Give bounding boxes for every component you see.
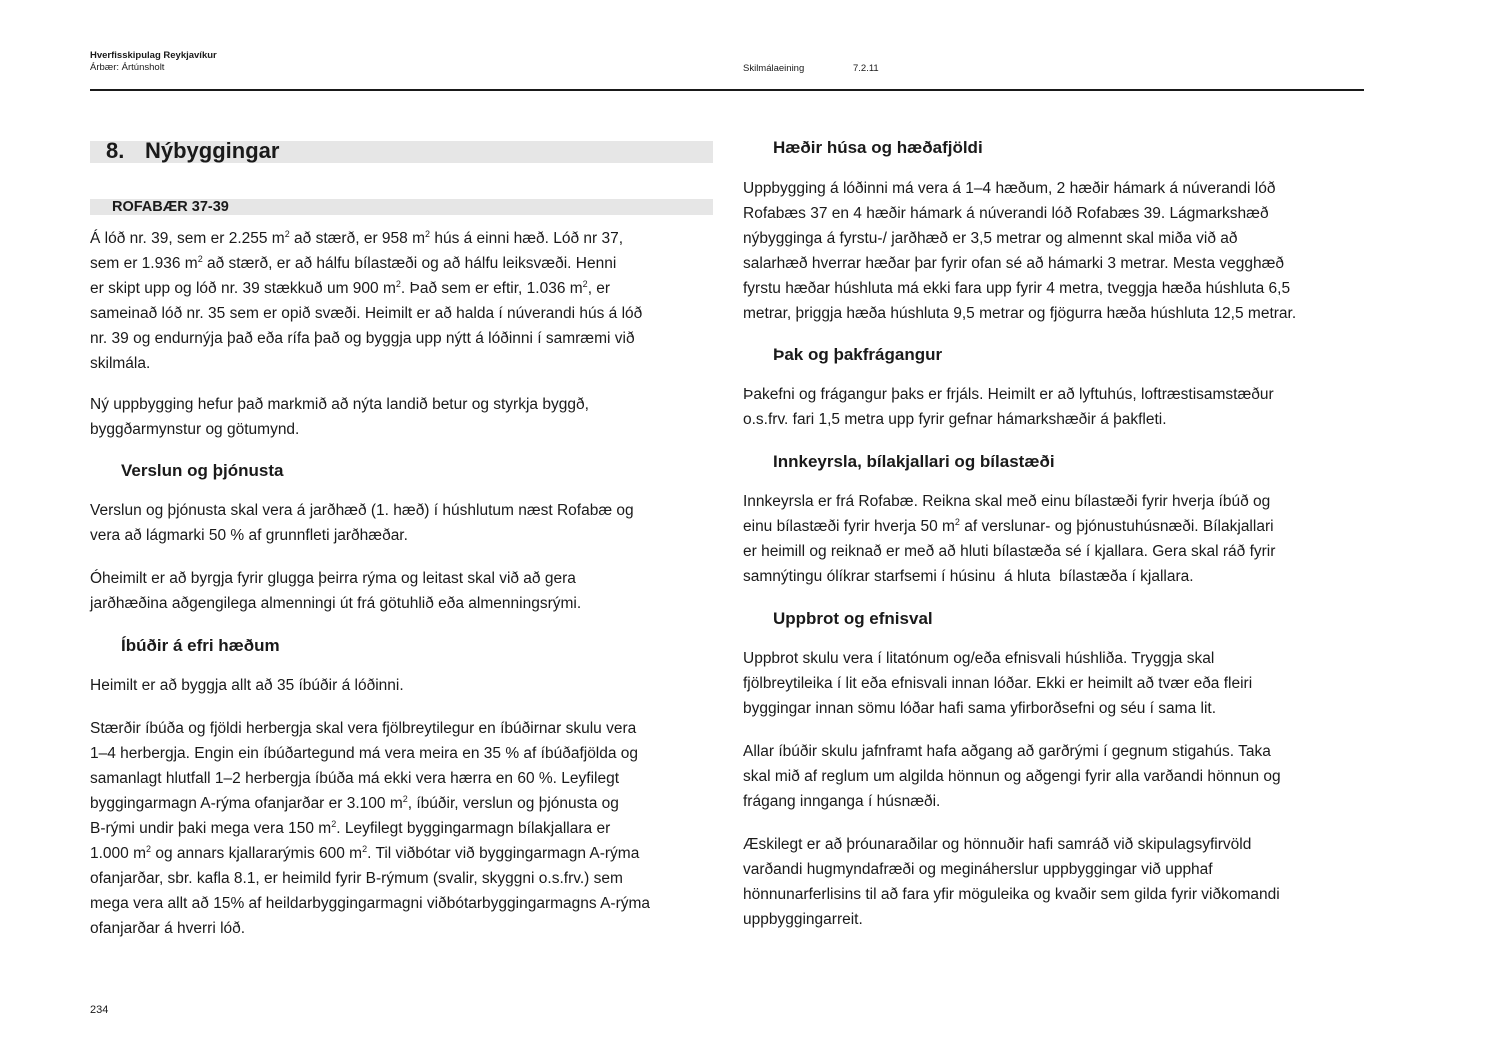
text-line: 1.000 $m^2$ og annars kjallararýmis 600 $m^2$. Til viðbótar við byggingarmagn A-rýma [90,844,640,862]
text-line: byggingar innan sömu lóðar hafi sama yfirborðsefni og séu í sama lit. [743,700,1216,717]
text-line: metrar, þriggja hæða húshluta 9,5 metrar og fjögurra hæða húshluta 12,5 metrar. [743,305,1297,322]
text-line: Þakefni og frágangur þaks er frjáls. Heimilt er að lyftuhús, loftræstisamstæður [743,386,1274,403]
text-line: nýbygginga á fyrstu-/ jarðhæð er 3,5 metrar og almennt skal miða við að [743,230,1238,247]
text-line: er skipt upp og lóð nr. 39 stækkuð um 900 $m^2$. Það sem er eftir, 1.036 $m^2$, er [90,279,611,297]
text-line: skal mið af reglum um algilda hönnun og aðgengi fyrir alla varðandi hönnun og [743,768,1281,785]
heading-parking: Innkeyrsla, bílakjallari og bílastæði [773,452,1055,471]
text-line: Óheimilt er að byrgja fyrir glugga þeirra rýma og leitast skal við að gera [90,570,576,587]
paragraph-parking [743,489,1275,589]
paragraph-apartments-2 [90,716,650,941]
site-heading: ROFABÆR 37-39 [112,199,229,215]
text-line: fjölbreytileika í lit eða efnisvali innan lóðar. Ekki er heimilt að tvær eða fleiri [743,675,1253,692]
text-line: jarðhæðina aðgengilega almenningi út frá götuhlið eða almenningsrými. [90,595,582,612]
text-line: uppbyggingarreit. [743,911,863,928]
text-line: Rofabæs 37 en 4 hæðir hámark á núverandi lóð Rofabæs 39. Lágmarkshæð [743,205,1269,222]
paragraph-intro-1 [90,226,642,376]
text-line: byggingarmagn A-rýma ofanjarðar er 3.100 $m^2$, íbúðir, verslun og þjónusta og [90,794,619,812]
text-line: Æskilegt er að þróunaraðilar og hönnuðir hafi samráð við skipulagsyfirvöld [743,836,1252,853]
text-line: Innkeyrsla er frá Rofabæ. Reikna skal með einu bílastæði fyrir hverja íbúð og [743,493,1271,510]
heading-materials: Uppbrot og efnisval [773,609,933,628]
text-line: einu bílastæði fyrir hverja 50 $m^2$ af verslunar- og þjónustuhúsnæði. Bílakjallari [743,517,1274,535]
section-label: Skilmálaeining [743,63,805,74]
text-line: ofanjarðar á hverri lóð. [90,920,246,937]
section-code: 7.2.11 [853,63,879,74]
text-line: skilmála. [90,355,151,372]
paragraph-commerce-1 [90,498,634,548]
text-line: B-rými undir þaki mega vera 150 $m^2$. Leyfilegt byggingarmagn bílakjallara er [90,819,611,837]
heading-roof: Þak og þakfrágangur [773,345,943,364]
text-line: byggðarmynstur og götumynd. [90,421,300,438]
text-line: Stærðir íbúða og fjöldi herbergja skal vera fjölbreytilegur en íbúðirnar skulu vera [90,720,637,737]
text-line: mega vera allt að 15% af heildarbyggingarmagni viðbótarbyggingarmagns A-rýma [90,895,651,912]
header-divider [90,89,1364,91]
page-number: 234 [90,1004,109,1016]
heading-commerce: Verslun og þjónusta [121,461,284,480]
text-line: frágang innganga í húsnæði. [743,793,941,810]
paragraph-apartments-1 [90,673,404,698]
text-line: Á lóð nr. 39, sem er 2.255 $m^2$ að stærð, er 958 $m^2$ hús á einni hæð. Lóð nr 37, [90,229,624,247]
paragraph-heights [743,176,1296,326]
document-header [90,50,217,74]
text-line: o.s.frv. fari 1,5 metra upp fyrir gefnar hámarkshæðir á þakfleti. [743,411,1167,428]
paragraph-materials-3 [743,832,1280,932]
text-line: Verslun og þjónusta skal vera á jarðhæð (1. hæð) í húshlutum næst Rofabæ og [90,502,634,519]
text-line: Ný uppbygging hefur það markmið að nýta landið betur og styrkja byggð, [90,396,589,413]
text-line: Uppbrot skulu vera í litatónum og/eða efnisvali húshliða. Tryggja skal [743,650,1215,667]
text-line: Heimilt er að byggja allt að 35 íbúðir á lóðinni. [90,677,404,694]
text-line: ofanjarðar, sbr. kafla 8.1, er heimild fyrir B-rýmum (svalir, skyggni o.s.frv.) sem [90,870,623,887]
heading-apartments: Íbúðir á efri hæðum [121,636,280,655]
text-line: salarhæð hverrar hæðar þar fyrir ofan sé að hámarki 3 metrar. Mesta vegghæð [743,255,1285,272]
text-line: sameinað lóð nr. 35 sem er opið svæði. Heimilt er að halda í núverandi hús á lóð [90,305,643,322]
paragraph-commerce-2 [90,566,581,616]
chapter-heading [106,137,279,165]
text-line: vera að lágmarki 50 % af grunnfleti jarðhæðar. [90,527,408,544]
text-line: 1–4 herbergja. Engin ein íbúðartegund má vera meira en 35 % af íbúðafjölda og [90,745,639,762]
text-line: varðandi hugmyndafræði og megináherslur uppbyggingar við upphaf [743,861,1213,878]
text-line: nr. 39 og endurnýja það eða rífa það og byggja upp nýtt á lóðinni í samræmi við [90,330,635,347]
chapter-title: Nýbyggingar [145,138,280,163]
paragraph-intro-2 [90,392,589,442]
text-line: fyrstu hæðar húshluta má ekki fara upp fyrir 4 metra, tveggja hæða húshluta 6,5 [743,280,1291,297]
paragraph-materials-2 [743,739,1281,814]
text-line: Uppbygging á lóðinni má vera á 1–4 hæðum, 2 hæðir hámark á núverandi lóð [743,180,1276,197]
paragraph-roof [743,382,1274,432]
text-line: er heimill og reiknað er með að hluti bílastæða sé í kjallara. Gera skal ráð fyrir [743,543,1276,560]
document-subtitle: Árbær: Ártúnsholt [90,62,165,73]
text-line: Allar íbúðir skulu jafnframt hafa aðgang að garðrými í gegnum stigahús. Taka [743,743,1271,760]
heading-heights: Hæðir húsa og hæðafjöldi [773,138,983,157]
text-line: samnýtingu ólíkrar starfsemi í húsinu á hluta bílastæða í kjallara. [743,568,1194,585]
text-line: samanlagt hlutfall 1–2 herbergja íbúða má ekki vera hærra en 60 %. Leyfilegt [90,770,620,787]
text-line: hönnunarferlisins til að fara yfir möguleika og kvaðir sem gilda fyrir viðkomandi [743,886,1280,903]
text-line: sem er 1.936 $m^2$ að stærð, er að hálfu bílastæði og að hálfu leiksvæði. Henni [90,254,617,272]
chapter-number: 8. [106,138,125,163]
document-title: Hverfisskipulag Reykjavíkur [90,50,217,61]
paragraph-materials-1 [743,646,1252,721]
